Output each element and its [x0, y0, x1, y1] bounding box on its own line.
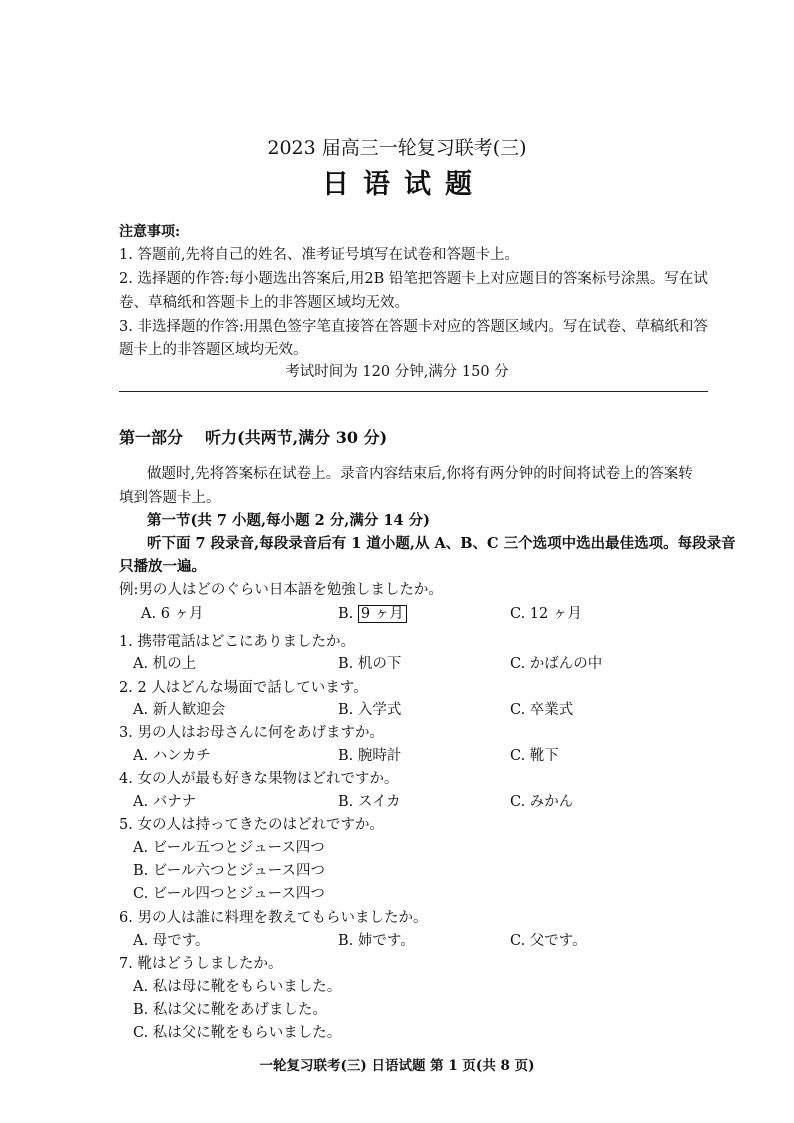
- section1-instruction: 只播放一遍。: [119, 558, 206, 575]
- question-1-option-b: B. 机の下: [338, 656, 402, 672]
- example-option-c: C. 12 ヶ月: [510, 606, 582, 622]
- question-4-option-c: C. みかん: [510, 794, 574, 810]
- question-6: 6. 男の人は誰に料理を教えてもらいましたか。: [119, 910, 428, 926]
- question-2-option-a: A. 新人歓迎会: [133, 702, 226, 718]
- question-1: 1. 携帯電話はどこにありましたか。: [119, 634, 355, 650]
- example-question: 例:男の人はどのぐらい日本語を勉強しましたか。: [119, 582, 443, 598]
- question-7-option-c: C. 私は父に靴をもらいました。: [133, 1025, 342, 1041]
- exam-title: 2023 届高三一轮复习联考(三): [267, 137, 527, 159]
- divider: [119, 391, 708, 392]
- question-6-option-b: B. 姉です。: [338, 933, 415, 949]
- question-3-option-b: B. 腕時計: [338, 748, 402, 764]
- part1-intro: 填到答题卡上。: [119, 490, 221, 506]
- question-2-option-c: C. 卒業式: [510, 702, 574, 718]
- question-5: 5. 女の人は持ってきたのはどれですか。: [119, 817, 384, 833]
- question-2: 2. 2 人はどんな場面で話しています。: [119, 680, 368, 696]
- notice-heading: 注意事项:: [119, 224, 181, 240]
- notice-line: 2. 选择题的作答:每小题选出答案后,用2B 铅笔把答题卡上对应题目的答案标号涂黑。写在试: [119, 271, 708, 287]
- notice-line: 1. 答题前,先将自己的姓名、准考证号填写在试卷和答题卡上。: [119, 247, 520, 263]
- section1-title: 第一节(共 7 小题,每小题 2 分,满分 14 分): [147, 512, 430, 529]
- exam-time-info: 考试时间为 120 分钟,满分 150 分: [285, 364, 509, 380]
- question-1-option-c: C. かばんの中: [510, 656, 603, 672]
- question-2-option-b: B. 入学式: [338, 702, 402, 718]
- section1-instruction: 听下面 7 段录音,每段录音后有 1 道小题,从 A、B、C 三个选项中选出最佳选项。每段录音: [147, 535, 736, 552]
- notice-line: 卷、草稿纸和答题卡上的非答题区域均无效。: [119, 295, 409, 311]
- part1-heading: [119, 425, 387, 448]
- question-4: 4. 女の人が最も好きな果物はどれですか。: [119, 771, 399, 787]
- example-answer-box: 9 ヶ月: [358, 605, 407, 623]
- notice-line: 3. 非选择题的作答:用黑色签字笔直接答在答题卡对应的答题区域内。写在试卷、草稿纸和答: [119, 319, 708, 335]
- part1-intro: 做题时,先将答案标在试卷上。录音内容结束后,你将有两分钟的时间将试卷上的答案转: [147, 466, 693, 482]
- question-4-option-b: B. スイカ: [338, 794, 401, 810]
- example-option-b-label: B.: [338, 606, 354, 622]
- subject-title: 日语试题: [322, 169, 486, 200]
- question-5-option-b: B. ビール六つとジュース四つ: [133, 863, 325, 879]
- page-footer: 一轮复习联考(三) 日语试题 第 1 页(共 8 页): [259, 1058, 535, 1074]
- question-3: 3. 男の人はお母さんに何をあげますか。: [119, 725, 384, 741]
- question-3-option-c: C. 靴下: [510, 748, 559, 764]
- part1-title: 第一部分: [119, 428, 184, 447]
- question-5-option-a: A. ビール五つとジュース四つ: [133, 840, 325, 856]
- question-4-option-a: A. バナナ: [133, 794, 197, 810]
- question-7: 7. 靴はどうしましたか。: [119, 956, 283, 972]
- question-7-option-a: A. 私は母に靴をもらいました。: [133, 979, 342, 995]
- part1-title-suffix: 听力(共两节,满分 30 分): [205, 428, 388, 447]
- question-6-option-a: A. 母です。: [133, 933, 210, 949]
- question-7-option-b: B. 私は父に靴をあげました。: [133, 1002, 327, 1018]
- example-option-b: [338, 602, 407, 623]
- question-3-option-a: A. ハンカチ: [133, 748, 211, 764]
- question-5-option-c: C. ビール四つとジュース四つ: [133, 886, 325, 902]
- example-option-a: A. 6 ヶ月: [141, 606, 204, 622]
- question-1-option-a: A. 机の上: [133, 656, 197, 672]
- notice-line: 题卡上的非答题区域均无效。: [119, 342, 308, 358]
- question-6-option-c: C. 父です。: [510, 933, 587, 949]
